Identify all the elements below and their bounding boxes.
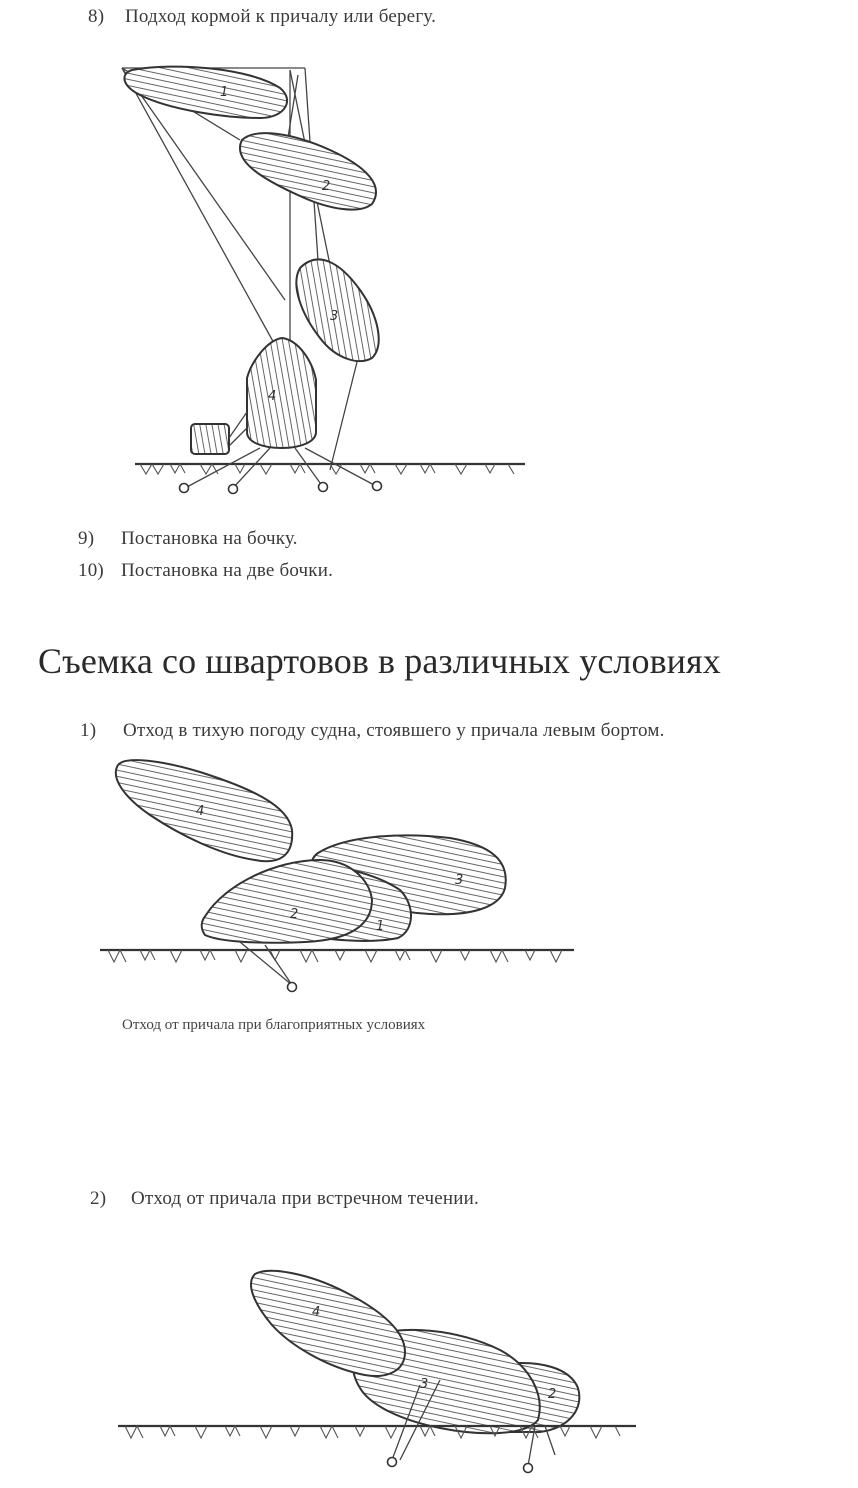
item-1-number: 1) [80, 720, 97, 741]
item-8 [88, 6, 436, 28]
ship-position-1 [124, 67, 287, 118]
fig2-label-4: 4 [196, 804, 205, 819]
ship-position-4 [247, 338, 316, 448]
item-9-text: Постановка на бочку. [120, 528, 298, 549]
tug-box [191, 424, 229, 454]
fig3-label-2: 2 [548, 1387, 557, 1402]
figure-caption: Отход от причала при благоприятных условиях [122, 1017, 426, 1033]
fig1-label-2: 2 [322, 179, 331, 194]
bollard [373, 482, 382, 491]
bollard [180, 484, 189, 493]
figure-stern-approach [122, 67, 525, 494]
ship-position-2 [202, 860, 372, 943]
item-10 [78, 560, 333, 582]
fig1-label-1: 1 [220, 85, 229, 100]
section-heading: Съемка со швартовов в различных условиях [38, 641, 721, 681]
figure-current-departure [118, 1271, 636, 1473]
fig3-label-4: 4 [312, 1305, 321, 1320]
item-9 [78, 528, 298, 550]
bollard [288, 983, 297, 992]
bollard [388, 1458, 397, 1467]
item-1 [80, 720, 665, 742]
fig2-label-2: 2 [290, 907, 299, 922]
fig3-label-3: 3 [420, 1377, 429, 1392]
bollard [229, 485, 238, 494]
item-10-number: 10) [78, 560, 104, 581]
bollard [524, 1464, 533, 1473]
fig1-label-4: 4 [268, 389, 277, 404]
bollard [319, 483, 328, 492]
ship-position-2 [240, 133, 376, 209]
fig2-label-3: 3 [455, 873, 464, 888]
figure-calm-departure [100, 760, 574, 991]
fig1-label-3: 3 [330, 309, 339, 324]
item-2-text: Отход от причала при встречном течении. [130, 1188, 479, 1209]
item-1-text: Отход в тихую погоду судна, стоявшего у причала левым бортом. [122, 720, 665, 741]
item-2 [90, 1188, 479, 1210]
fig2-label-1: 1 [376, 919, 385, 934]
item-2-number: 2) [90, 1188, 107, 1209]
item-8-text: Подход кормой к причалу или берегу. [124, 6, 437, 27]
item-9-number: 9) [78, 528, 95, 549]
ship-position-4 [251, 1271, 405, 1376]
item-10-text: Постановка на две бочки. [120, 560, 334, 581]
item-8-number: 8) [88, 6, 105, 27]
